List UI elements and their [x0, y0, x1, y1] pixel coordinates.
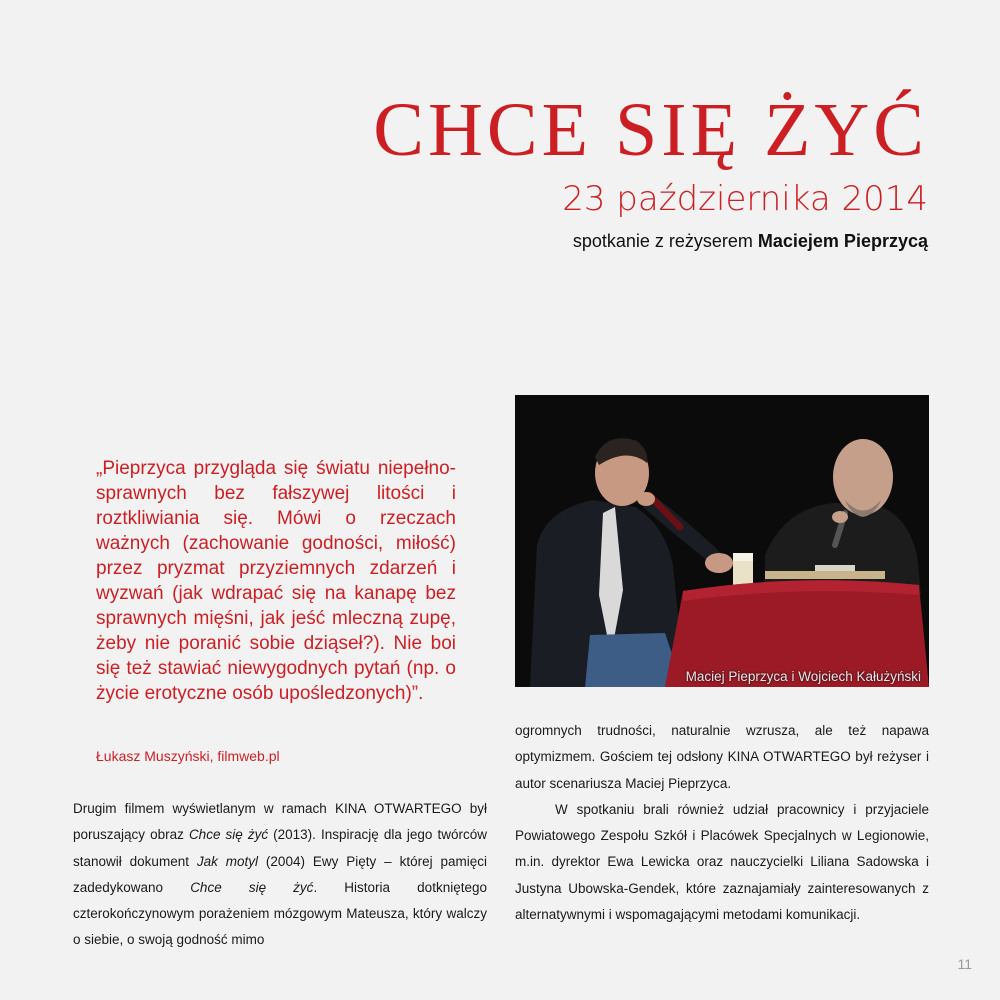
- subtitle-prefix: spotkanie z reżyserem: [572, 231, 758, 251]
- event-subtitle: [573, 231, 928, 252]
- director-name: Maciejem Pieprzycą: [757, 231, 928, 251]
- article-text: (2013). Inspirację dla jego twórców stanowił dokument: [73, 827, 488, 869]
- photo-caption: Maciej Pieprzyca i Wojciech Kałużyński: [685, 669, 921, 684]
- article-text: . Historia dotkniętego czterokończynowym porażeniem mózgowym Mateusza, który walczy o siebie, o swoją godność mimo: [73, 879, 487, 948]
- article-text: Drugim filmem wyświetlanym w ramach KINA OTWARTEGO był poruszający obraz: [73, 801, 487, 843]
- page-number: 11: [957, 956, 972, 972]
- event-photo: [515, 395, 929, 687]
- film-title: Jak motyl: [196, 853, 259, 869]
- review-quote: „Pieprzyca przygląda się światu niepełnosprawnych bez fałszywej litości i roztkliwiania się. Mówi o rzeczach ważnych (zachowanie godności, miłość) przez pryzmat przyziemnych zdarzeń i wyzwań (jak wdrapać się na kanapę bez sprawnych mięśni, jak jeść mleczną zupę, żeby nie poranić sobie dziąseł?). Nie boi się też stawiać niewygodnych pytań (np. o życie erotyczne osób upośledzonych)”.: [96, 458, 456, 704]
- article-text: (2004) Ewy Pięty – której pamięci zadedykowano: [73, 853, 487, 895]
- film-title: Chce się żyć: [190, 879, 314, 895]
- article-column-right: [515, 718, 929, 928]
- article-paragraph: [73, 796, 487, 954]
- quote-author: Łukasz Muszyński, filmweb.pl: [96, 748, 280, 764]
- article-paragraph: W spotkaniu brali również udział pracownicy i przyjaciele Powiatowego Zespołu Szkół i Placówek Specjalnych w Legionowie, m.in. dyrektor Ewa Lewicka oraz nauczycielki Liliana Sadowska i Justyna Ubowska-Gendek, które zaznajamiały zainteresowanych z alternatywnymi i wspomagającymi metodami komunikacji.: [515, 801, 929, 923]
- film-title: Chce się żyć: [188, 827, 269, 843]
- article-paragraph: ogromnych trudności, naturalnie wzrusza, ale też napawa optymizmem. Gościem tej odsłony KINA OTWARTEGO był reżyser i autor scenariusza Maciej Pieprzyca.: [515, 723, 929, 791]
- photo-illustration: [515, 395, 929, 687]
- event-date: 23 października 2014: [562, 179, 928, 219]
- article-column-left: [73, 796, 487, 954]
- page-title: CHCE SIĘ ŻYĆ: [373, 88, 928, 172]
